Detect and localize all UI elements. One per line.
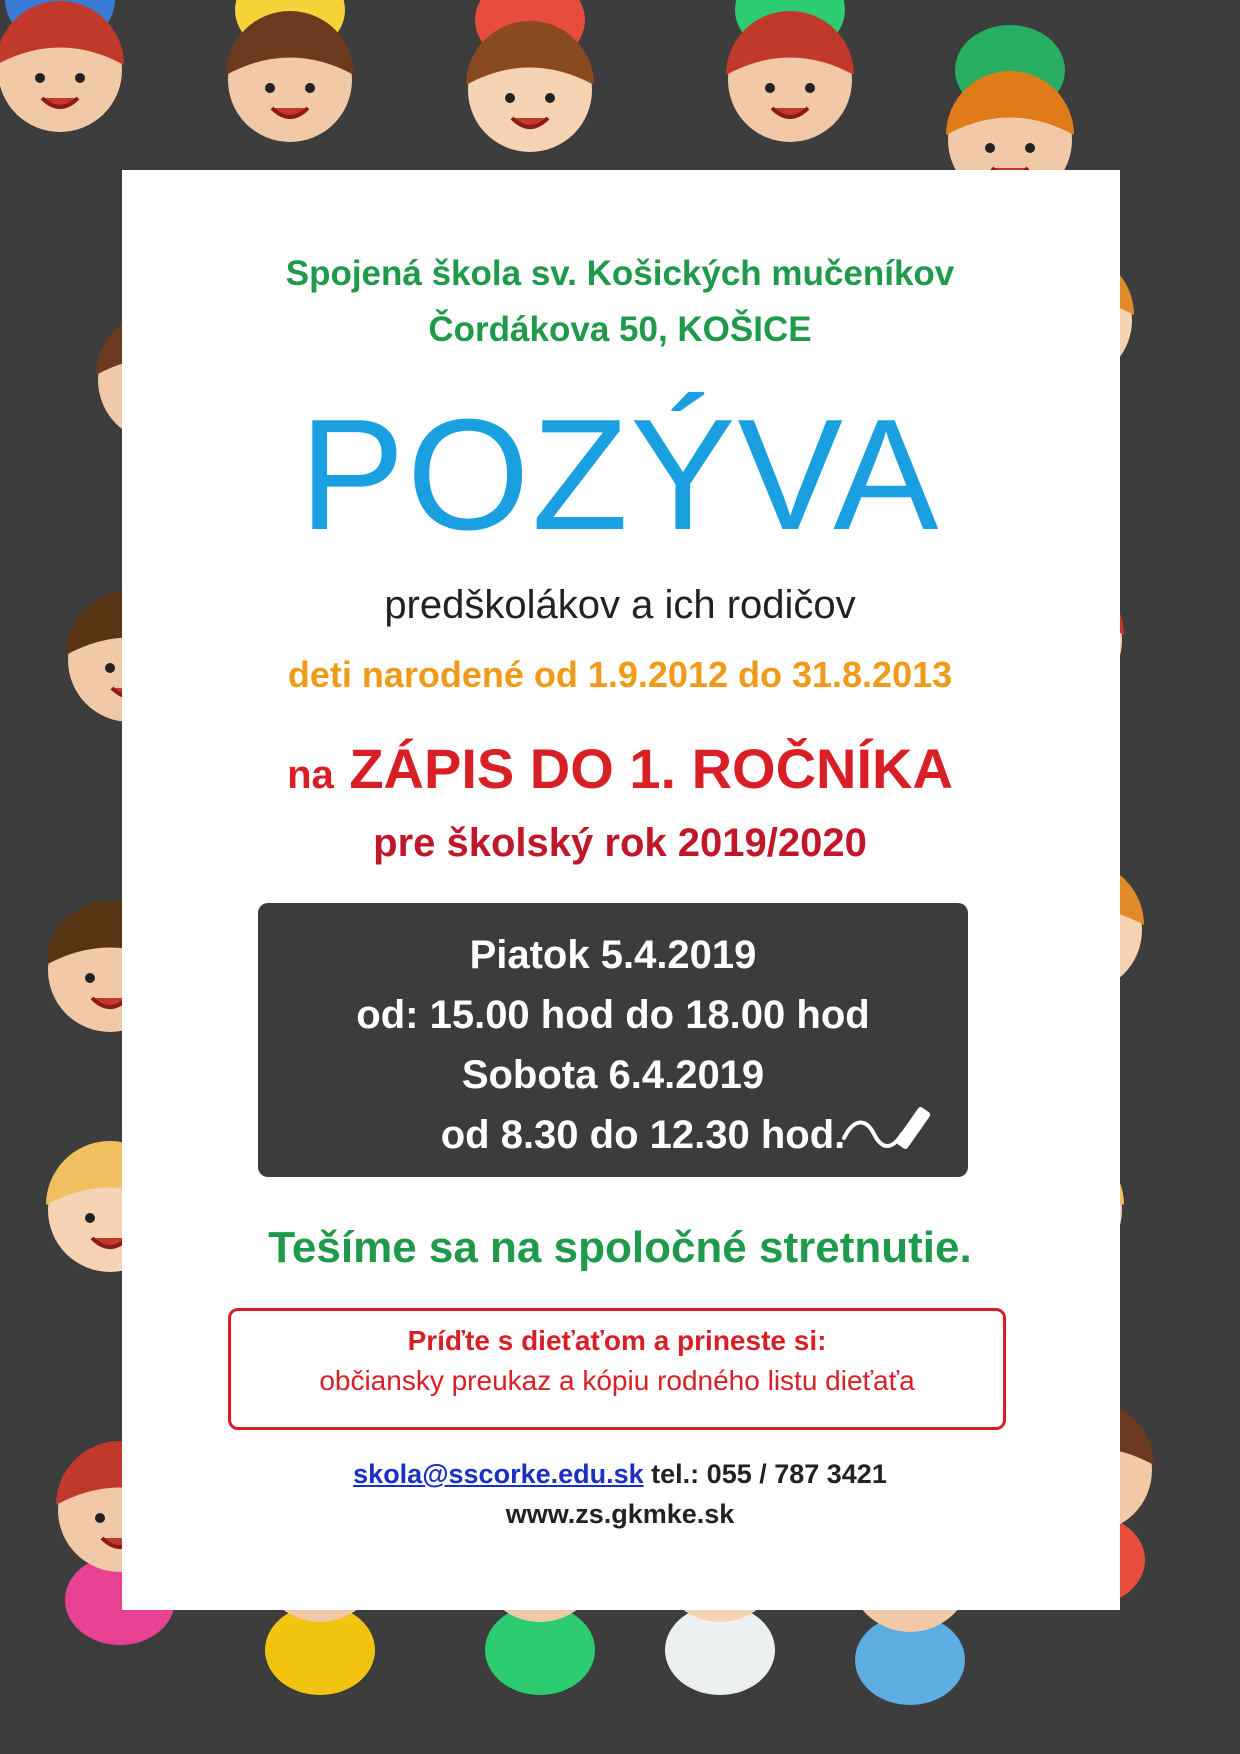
enrollment-title <box>0 734 1240 810</box>
school-header <box>0 246 1240 358</box>
greeting-text: Tešíme sa na spoločné stretnutie. <box>268 1223 972 1272</box>
child-figure <box>726 0 854 142</box>
website-text: www.zs.gkmke.sk <box>505 1499 735 1529</box>
phone-text: tel.: 055 / 787 3421 <box>651 1459 887 1489</box>
enrollment-title-text: ZÁPIS DO 1. ROČNÍKA <box>349 737 953 800</box>
school-year-text: pre školský rok 2019/2020 <box>373 821 867 865</box>
enrollment-prefix: na <box>287 753 334 797</box>
child-figure <box>466 0 594 152</box>
schedule-day2: Sobota 6.4.2019 <box>461 1053 765 1097</box>
school-name: Spojená škola sv. Košických mučeníkov <box>285 254 955 293</box>
bring-heading: Príďte s dieťaťom a prineste si: <box>407 1325 827 1356</box>
school-address: Čordákova 50, KOŠICE <box>428 310 812 349</box>
headline: POZÝVA <box>299 387 941 563</box>
schedule-day1: Piatok 5.4.2019 <box>469 933 757 977</box>
audience-text: predškolákov a ich rodičov <box>384 583 856 627</box>
schedule-day1-time: od: 15.00 hod do 18.00 hod <box>356 993 870 1037</box>
bring-items: občiansky preukaz a kópiu rodného listu dieťaťa <box>319 1365 915 1396</box>
chalk-icon <box>840 1098 950 1158</box>
contact-line <box>0 1456 1240 1492</box>
schedule-day2-time: od 8.30 do 12.30 hod. <box>440 1113 846 1157</box>
birth-range-text: deti narodené od 1.9.2012 do 31.8.2013 <box>287 654 953 695</box>
child-figure <box>0 0 124 132</box>
child-figure <box>226 0 354 142</box>
email-link[interactable]: skola@sscorke.edu.sk <box>353 1459 644 1489</box>
